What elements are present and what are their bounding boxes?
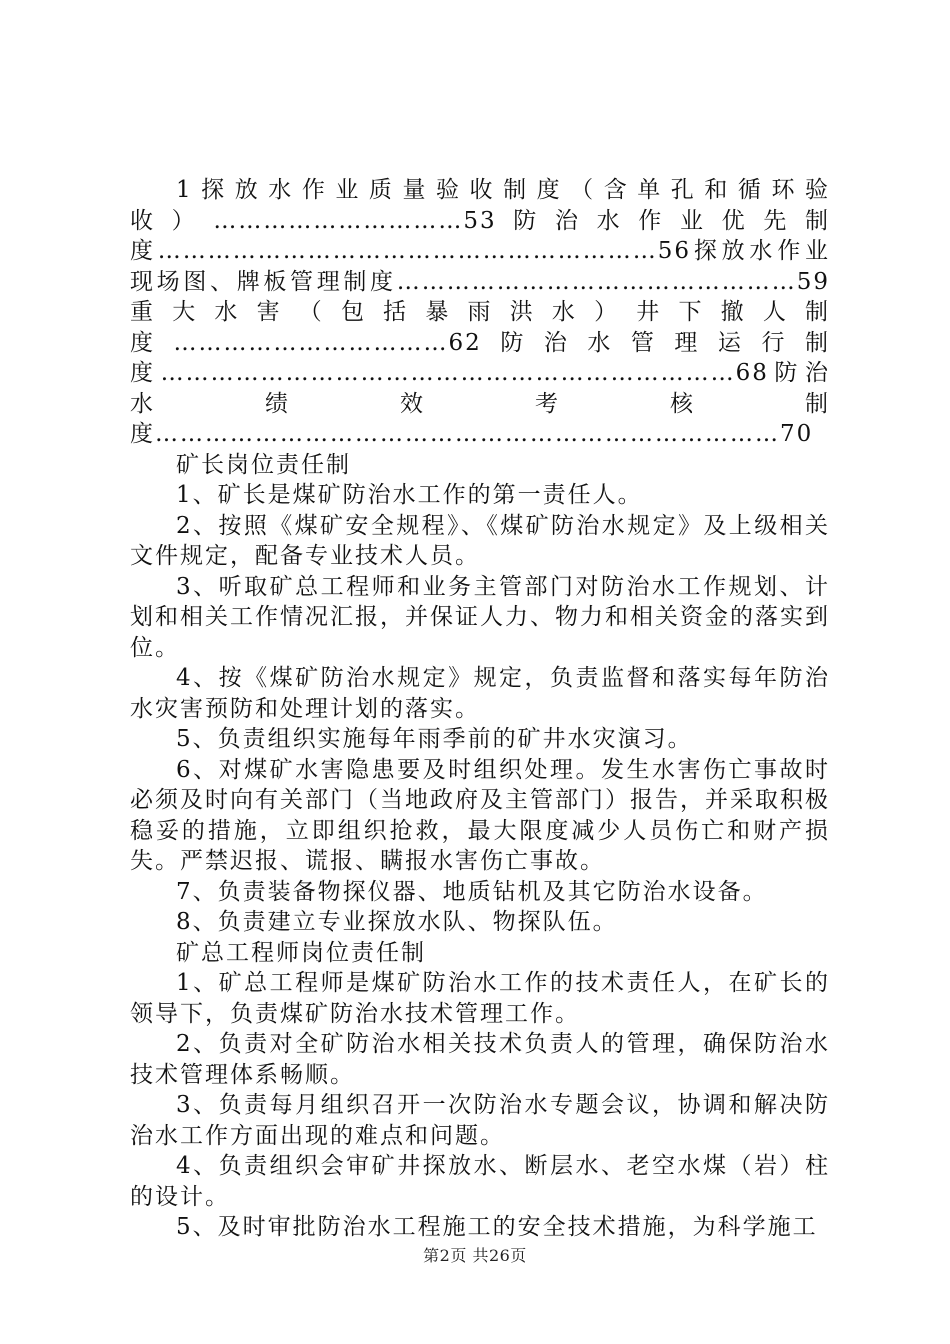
list-item: 6、对煤矿水害隐患要及时组织处理。发生水害伤亡事故时必须及时向有关部门（当地政府及主管部门）报告，并采取积极稳妥的措施，立即组织抢救，最大限度减少人员伤亡和财产损失。严禁迟报、谎报、瞒报水害伤亡事故。 <box>130 756 830 874</box>
list-item: 5、及时审批防治水工程施工的安全技术措施，为科学施工 <box>176 1214 818 1240</box>
list-item: 4、负责组织会审矿井探放水、断层水、老空水煤（岩）柱的设计。 <box>130 1153 830 1210</box>
list-item: 2、按照《煤矿安全规程》、《煤矿防治水规定》及上级相关文件规定，配备专业技术人员。 <box>130 512 830 569</box>
section-heading-mine-director: 矿长岗位责任制 <box>176 451 351 478</box>
list-item: 4、按《煤矿防治水规定》规定，负责监督和落实每年防治水灾害预防和处理计划的落实。 <box>130 665 830 722</box>
list-item: 1、矿长是煤矿防治水工作的第一责任人。 <box>176 482 643 508</box>
list-item: 7、负责装备物探仪器、地质钻机及其它防治水设备。 <box>176 878 768 905</box>
table-of-contents: 1探放水作业质量验收制度（含单孔和循环验收）…………………………53防治水作业优先制度……………………………………………………56探放水作业现场图、牌板管理制度…………………………………………59重大水害（包括暴雨洪水）井下撤人制度……………………………62防治水管理运行制度……………………………………………………………68防治水绩效考核制度…………………………………………………………………70 <box>130 177 830 447</box>
list-item: 2、负责对全矿防治水相关技术负责人的管理，确保防治水技术管理体系畅顺。 <box>130 1031 830 1088</box>
section-heading-chief-engineer: 矿总工程师岗位责任制 <box>176 939 426 966</box>
list-item: 3、负责每月组织召开一次防治水专题会议，协调和解决防治水工作方面出现的难点和问题。 <box>130 1092 830 1149</box>
list-item: 1、矿总工程师是煤矿防治水工作的技术责任人，在矿长的领导下，负责煤矿防治水技术管理工作。 <box>130 970 830 1027</box>
list-item: 8、负责建立专业探放水队、物探队伍。 <box>176 909 618 935</box>
page-number-footer: 第2页 共26页 <box>423 1246 527 1265</box>
list-item: 5、负责组织实施每年雨季前的矿井水灾演习。 <box>176 726 693 752</box>
document-body <box>130 175 830 1243</box>
list-item: 3、听取矿总工程师和业务主管部门对防治水工作规划、计划和相关工作情况汇报，并保证人力、物力和相关资金的落实到位。 <box>130 573 830 661</box>
